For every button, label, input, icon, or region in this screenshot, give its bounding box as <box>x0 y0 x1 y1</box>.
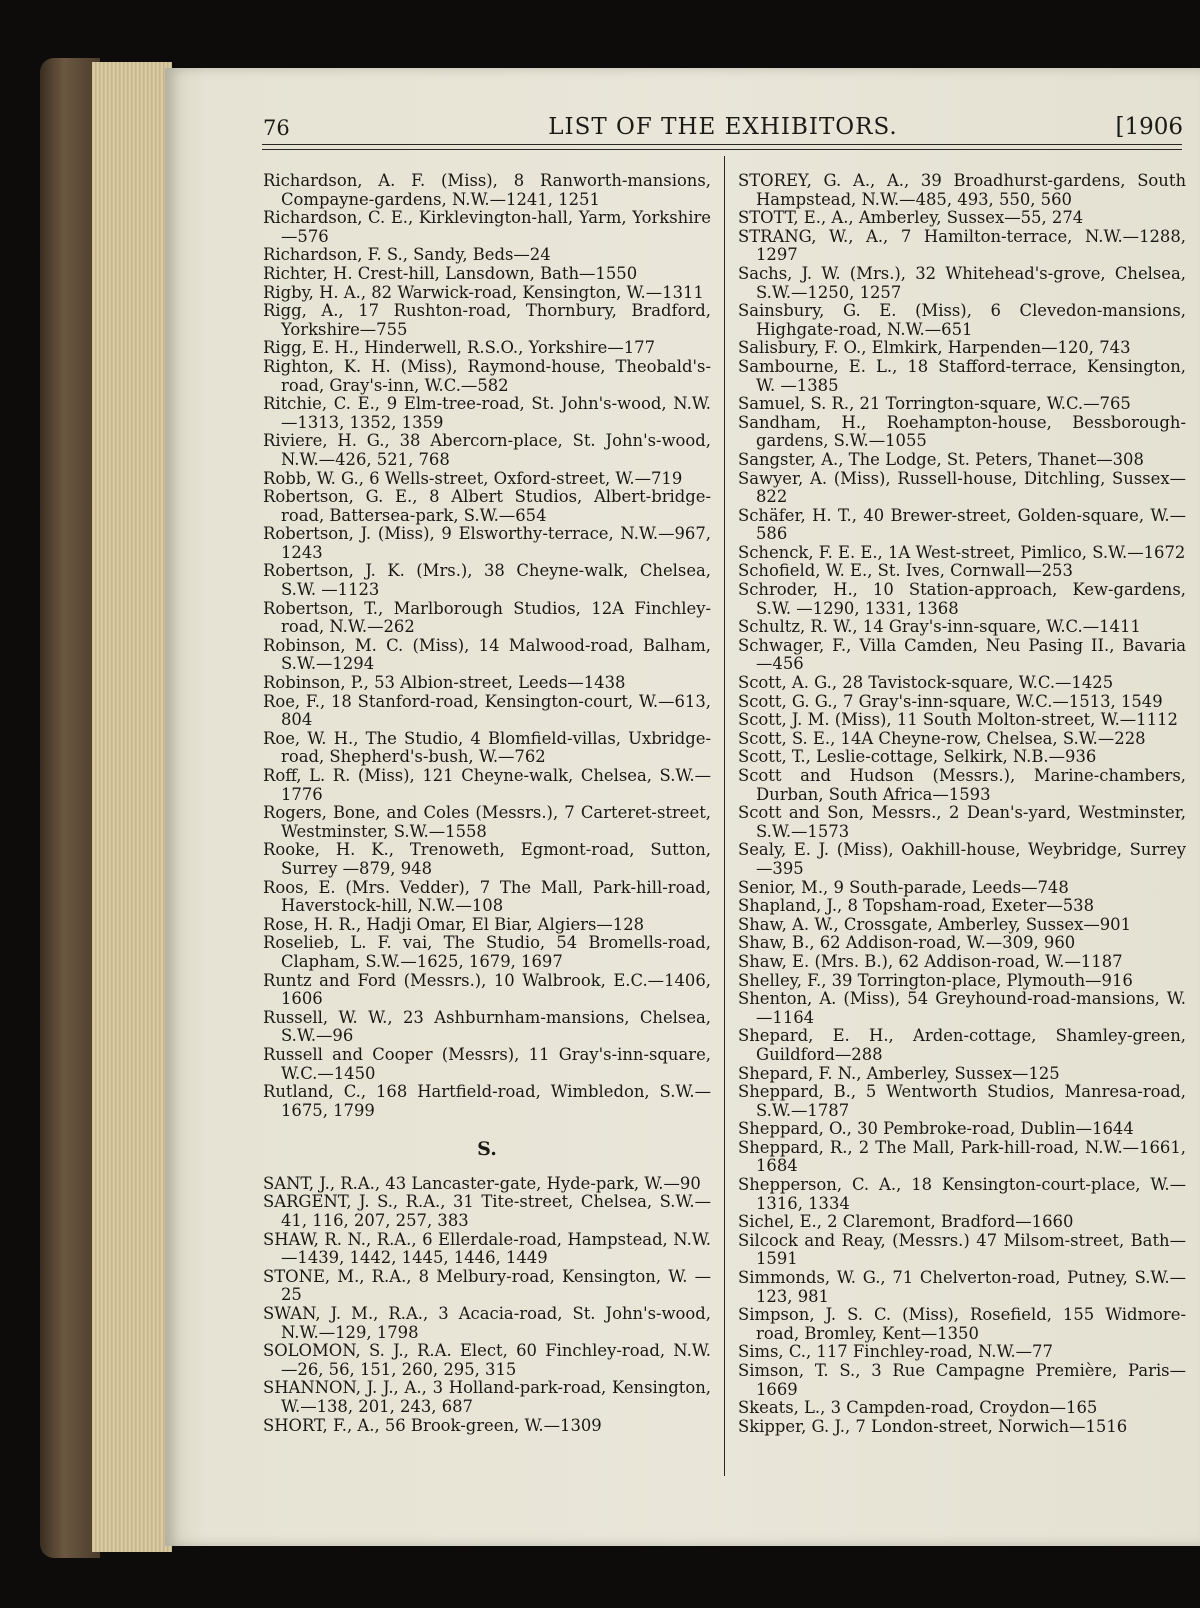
exhibitor-entry: Schwager, F., Villa Camden, Neu Pasing II., Bavaria —456 <box>738 635 1186 674</box>
exhibitor-entry: Robb, W. G., 6 Wells-street, Oxford-street, W.—719 <box>263 468 683 488</box>
exhibitor-entry: Robertson, T., Marlborough Studios, 12A Finchley-road, N.W.—262 <box>263 598 711 637</box>
page-number: 76 <box>263 116 290 140</box>
exhibitor-entry: Samuel, S. R., 21 Torrington-square, W.C.—765 <box>738 394 1131 414</box>
exhibitor-entry: Sangster, A., The Lodge, St. Peters, Thanet—308 <box>738 449 1144 469</box>
exhibitor-entry: Shepperson, C. A., 18 Kensington-court-place, W.—1316, 1334 <box>738 1175 1186 1213</box>
exhibitor-entry: Rose, H. R., Hadji Omar, El Biar, Algiers—128 <box>263 914 645 934</box>
exhibitor-entry: Salisbury, F. O., Elmkirk, Harpenden—120, 743 <box>738 338 1131 358</box>
exhibitor-entry: Sims, C., 117 Finchley-road, N.W.—77 <box>738 1342 1053 1362</box>
exhibitor-entry: STRANG, W., A., 7 Hamilton-terrace, N.W.—1288, 1297 <box>738 226 1186 265</box>
exhibitor-entry: Richter, H. Crest-hill, Lansdown, Bath—1550 <box>263 263 638 283</box>
exhibitor-entry: Roff, L. R. (Miss), 121 Cheyne-walk, Chelsea, S.W.—1776 <box>263 766 711 804</box>
exhibitor-entry: Richardson, A. F. (Miss), 8 Ranworth-mansions, Compayne-gardens, N.W.—1241, 1251 <box>263 171 711 209</box>
exhibitor-entry: Sichel, E., 2 Claremont, Bradford—1660 <box>738 1212 1074 1232</box>
exhibitor-entry: Shaw, B., 62 Addison-road, W.—309, 960 <box>738 933 1076 953</box>
exhibitor-entry: Rigg, E. H., Hinderwell, R.S.O., Yorkshire—177 <box>263 338 656 358</box>
exhibitor-entry: Skeats, L., 3 Campden-road, Croydon—165 <box>738 1398 1098 1418</box>
exhibitor-entry: Shenton, A. (Miss), 54 Greyhound-road-mansions, W. —1164 <box>738 989 1186 1027</box>
exhibitor-entry: Robertson, J. (Miss), 9 Elsworthy-terrace, N.W.—967, 1243 <box>263 524 711 562</box>
exhibitor-entry: Righton, K. H. (Miss), Raymond-house, Theobald's-road, Gray's-inn, W.C.—582 <box>263 356 711 395</box>
exhibitor-entry: SWAN, J. M., R.A., 3 Acacia-road, St. John's-wood, N.W.—129, 1798 <box>263 1304 711 1342</box>
exhibitor-entry: Shaw, E. (Mrs. B.), 62 Addison-road, W.—1187 <box>738 951 1123 971</box>
column-divider <box>724 156 725 1476</box>
exhibitor-entry: Skipper, G. J., 7 London-street, Norwich—1516 <box>738 1416 1128 1436</box>
exhibitor-entry: Silcock and Reay, (Messrs.) 47 Milsom-street, Bath—1591 <box>738 1230 1186 1269</box>
exhibitor-entry: Scott, A. G., 28 Tavistock-square, W.C.—1425 <box>738 673 1114 693</box>
exhibitor-entry: Senior, M., 9 South-parade, Leeds—748 <box>738 877 1069 897</box>
page-edges <box>92 62 172 1552</box>
exhibitor-entry: Roe, F., 18 Stanford-road, Kensington-court, W.—613, 804 <box>263 691 711 730</box>
exhibitor-entry: Roselieb, L. F. vai, The Studio, 54 Bromells-road, Clapham, S.W.—1625, 1679, 1697 <box>263 933 711 971</box>
exhibitor-entry: Robinson, M. C. (Miss), 14 Malwood-road, Balham, S.W.—1294 <box>263 635 711 674</box>
exhibitor-entry: Scott, J. M. (Miss), 11 South Molton-street, W.—1112 <box>738 710 1178 730</box>
exhibitor-entry: Robertson, G. E., 8 Albert Studios, Albert-bridge-road, Battersea-park, S.W.—654 <box>263 487 711 525</box>
exhibitor-entry: Schultz, R. W., 14 Gray's-inn-square, W.C.—1411 <box>738 617 1141 637</box>
exhibitor-entry: Schenck, F. E. E., 1A West-street, Pimlico, S.W.—1672 <box>738 542 1186 562</box>
exhibitor-entry: STOREY, G. A., A., 39 Broadhurst-gardens, South Hampstead, N.W.—485, 493, 550, 560 <box>738 171 1186 209</box>
exhibitor-entry: Scott and Hudson (Messrs.), Marine-chambers, Durban, South Africa—1593 <box>738 766 1186 804</box>
exhibitor-entry: SHORT, F., A., 56 Brook-green, W.—1309 <box>263 1415 602 1435</box>
left-entries-after <box>263 1175 711 1435</box>
book-spine <box>40 58 100 1558</box>
exhibitor-entry: Richardson, C. E., Kirklevington-hall, Yarm, Yorkshire—576 <box>263 208 711 246</box>
exhibitor-entry: Rigg, A., 17 Rushton-road, Thornbury, Bradford, Yorkshire—755 <box>263 301 711 339</box>
exhibitor-entry: Rutland, C., 168 Hartfield-road, Wimbledon, S.W.—1675, 1799 <box>263 1082 711 1120</box>
exhibitor-entry: Rogers, Bone, and Coles (Messrs.), 7 Carteret-street, Westminster, S.W.—1558 <box>263 803 711 841</box>
exhibitor-entry: Shapland, J., 8 Topsham-road, Exeter—538 <box>738 896 1095 916</box>
exhibitor-entry: Schofield, W. E., St. Ives, Cornwall—253 <box>738 561 1073 581</box>
exhibitor-entry: Ritchie, C. E., 9 Elm-tree-road, St. John's-wood, N.W. —1313, 1352, 1359 <box>263 394 711 432</box>
exhibitor-entry: Sawyer, A. (Miss), Russell-house, Ditchling, Sussex—822 <box>738 468 1186 507</box>
exhibitor-entry: Runtz and Ford (Messrs.), 10 Walbrook, E.C.—1406, 1606 <box>263 970 711 1009</box>
running-year: [1906 <box>1115 114 1183 140</box>
exhibitor-entry: Rigby, H. A., 82 Warwick-road, Kensington, W.—1311 <box>263 282 704 302</box>
exhibitor-entry: Schroder, H., 10 Station-approach, Kew-gardens, S.W. —1290, 1331, 1368 <box>738 580 1186 618</box>
exhibitor-entry: Sheppard, O., 30 Pembroke-road, Dublin—1644 <box>738 1119 1134 1139</box>
exhibitor-entry: Shepard, F. N., Amberley, Sussex—125 <box>738 1063 1060 1083</box>
exhibitor-entry: Shelley, F., 39 Torrington-place, Plymouth—916 <box>738 970 1133 990</box>
exhibitor-entry: Scott, T., Leslie-cottage, Selkirk, N.B.—936 <box>738 747 1097 767</box>
exhibitor-entry: Scott, G. G., 7 Gray's-inn-square, W.C.—1513, 1549 <box>738 691 1163 711</box>
exhibitor-entry: Sandham, H., Roehampton-house, Bessborough-gardens, S.W.—1055 <box>738 412 1186 451</box>
page-title: LIST OF THE EXHIBITORS. <box>548 114 898 140</box>
exhibitor-entry: Robertson, J. K. (Mrs.), 38 Cheyne-walk, Chelsea, S.W. —1123 <box>263 561 711 600</box>
exhibitor-entry: SHANNON, J. J., A., 3 Holland-park-road, Kensington, W.—138, 201, 243, 687 <box>263 1378 711 1416</box>
exhibitor-entry: SHAW, R. N., R.A., 6 Ellerdale-road, Hampstead, N.W.—1439, 1442, 1445, 1446, 1449 <box>263 1229 711 1268</box>
exhibitor-entry: Simson, T. S., 3 Rue Campagne Première, Paris—1669 <box>738 1361 1186 1399</box>
exhibitor-entry: Sealy, E. J. (Miss), Oakhill-house, Weybridge, Surrey —395 <box>738 840 1186 878</box>
exhibitor-entry: Schäfer, H. T., 40 Brewer-street, Golden-square, W.—586 <box>738 505 1186 544</box>
exhibitor-entry: Simpson, J. S. C. (Miss), Rosefield, 155 Widmore-road, Bromley, Kent—1350 <box>738 1305 1186 1343</box>
exhibitor-entry: SANT, J., R.A., 43 Lancaster-gate, Hyde-park, W.—90 <box>263 1173 701 1193</box>
exhibitor-entry: SOLOMON, S. J., R.A. Elect, 60 Finchley-road, N.W. —26, 56, 151, 260, 295, 315 <box>263 1341 711 1379</box>
exhibitor-entry: Shepard, E. H., Arden-cottage, Shamley-green, Guildford—288 <box>738 1026 1186 1064</box>
right-entries <box>738 172 1186 1436</box>
header-rule <box>262 144 1182 150</box>
exhibitor-entry: Rooke, H. K., Trenoweth, Egmont-road, Sutton, Surrey —879, 948 <box>263 840 711 878</box>
right-column <box>738 172 1186 1436</box>
exhibitor-entry: Sainsbury, G. E. (Miss), 6 Clevedon-mansions, Highgate-road, N.W.—651 <box>738 301 1186 339</box>
exhibitor-entry: SARGENT, J. S., R.A., 31 Tite-street, Chelsea, S.W.—41, 116, 207, 257, 383 <box>263 1192 711 1231</box>
exhibitor-entry: Scott and Son, Messrs., 2 Dean's-yard, Westminster, S.W.—1573 <box>738 803 1186 841</box>
exhibitor-entry: Simmonds, W. G., 71 Chelverton-road, Putney, S.W.—123, 981 <box>738 1268 1186 1306</box>
exhibitor-entry: Roos, E. (Mrs. Vedder), 7 The Mall, Park-hill-road, Haverstock-hill, N.W.—108 <box>263 877 711 916</box>
left-entries-before <box>263 172 711 1120</box>
exhibitor-entry: Sheppard, B., 5 Wentworth Studios, Manresa-road, S.W.—1787 <box>738 1082 1186 1120</box>
exhibitor-entry: Sambourne, E. L., 18 Stafford-terrace, Kensington, W. —1385 <box>738 356 1186 395</box>
exhibitor-entry: Sheppard, R., 2 The Mall, Park-hill-road, N.W.—1661, 1684 <box>738 1137 1186 1176</box>
exhibitor-entry: Scott, S. E., 14A Cheyne-row, Chelsea, S.W.—228 <box>738 728 1146 748</box>
running-head <box>263 108 1183 142</box>
exhibitor-entry: Russell and Cooper (Messrs), 11 Gray's-inn-square, W.C.—1450 <box>263 1044 711 1083</box>
exhibitor-entry: Robinson, P., 53 Albion-street, Leeds—1438 <box>263 673 626 693</box>
exhibitor-entry: Riviere, H. G., 38 Abercorn-place, St. John's-wood, N.W.—426, 521, 768 <box>263 431 711 469</box>
exhibitor-entry: Russell, W. W., 23 Ashburnham-mansions, Chelsea, S.W.—96 <box>263 1007 711 1046</box>
exhibitor-entry: Shaw, A. W., Crossgate, Amberley, Sussex—901 <box>738 914 1132 934</box>
exhibitor-entry: Roe, W. H., The Studio, 4 Blomfield-villas, Uxbridge-road, Shepherd's-bush, W.—762 <box>263 728 711 767</box>
exhibitor-entry: Richardson, F. S., Sandy, Beds—24 <box>263 245 551 265</box>
exhibitor-entry: STOTT, E., A., Amberley, Sussex—55, 274 <box>738 208 1084 228</box>
left-column <box>263 172 711 1435</box>
section-letter: S. <box>477 1138 497 1161</box>
exhibitor-entry: Sachs, J. W. (Mrs.), 32 Whitehead's-grove, Chelsea, S.W.—1250, 1257 <box>738 263 1186 302</box>
exhibitor-entry: STONE, M., R.A., 8 Melbury-road, Kensington, W. —25 <box>263 1266 711 1305</box>
